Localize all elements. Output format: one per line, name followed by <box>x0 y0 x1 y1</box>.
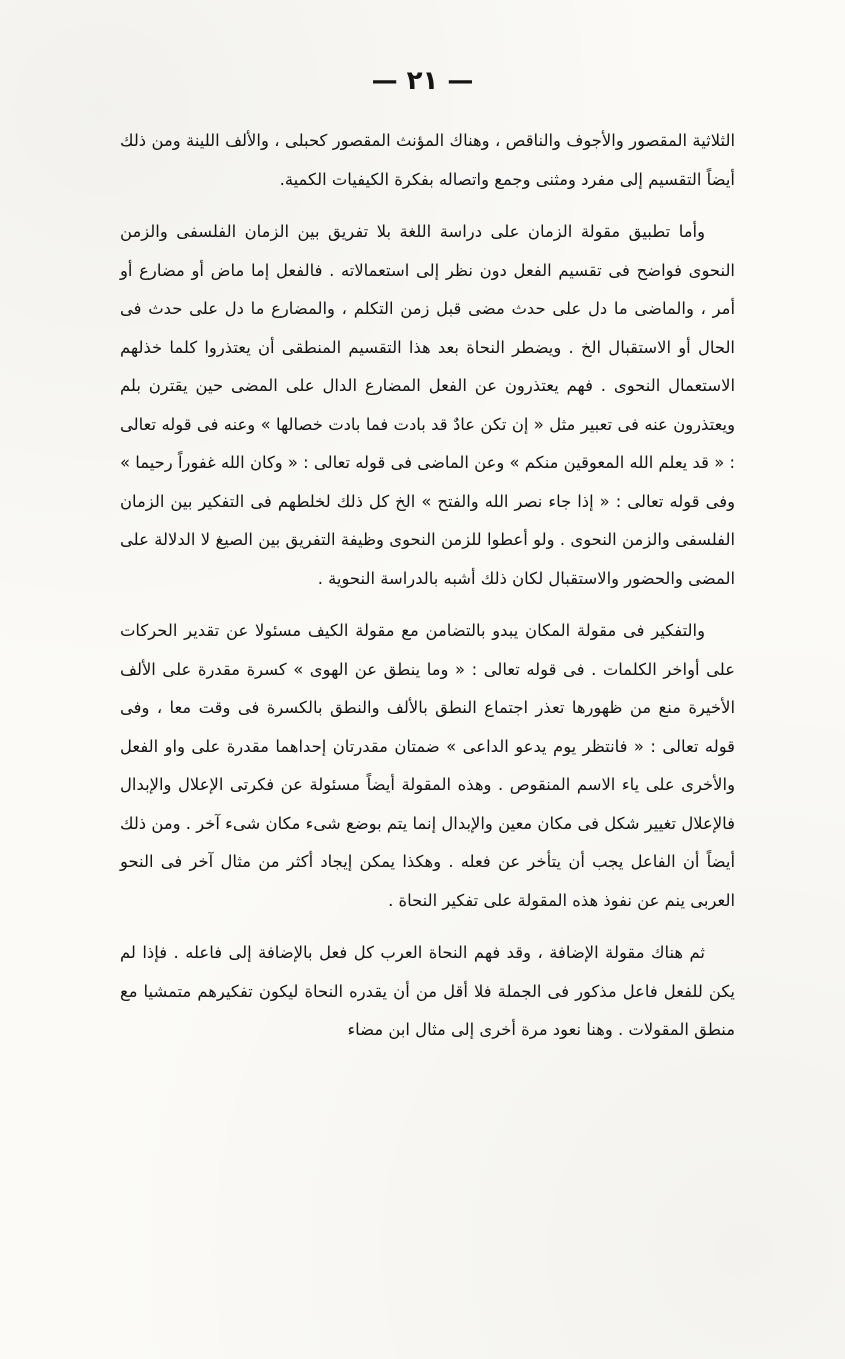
paragraph-3: والتفكير فى مقولة المكان يبدو بالتضامن مع مقولة الكيف مسئولا عن تقدير الحركات على أواخر الكلمات . فى قوله تعالى : « وما ينطق عن الهوى » كسرة مقدرة على الألف الأخيرة منع من ظهورها تعذر اجتماع النطق بالألف والنطق بالكسرة فى وقت معا ، وفى قوله تعالى : « فانتظر يوم يدعو الداعى » ضمتان مقدرتان إحداهما مقدرة على واو الفعل والأخرى على ياء الاسم المنقوص . وهذه المقولة أيضاً مسئولة عن فكرتى الإعلال والإبدال فالإعلال تغيير شكل فى مكان معين والإبدال إنما يتم بوضع شىء مكان شىء آخر . ومن ذلك أيضاً أن الفاعل يجب أن يتأخر عن فعله . وهكذا يمكن إيجاد أكثر من مثال آخر فى النحو العربى ينم عن نفوذ هذه المقولة على تفكير النحاة . <box>120 621 735 910</box>
paragraph-2: وأما تطبيق مقولة الزمان على دراسة اللغة بلا تفريق بين الزمان الفلسفى والزمن النحوى فواضح فى تقسيم الفعل دون نظر إلى استعمالاته . فالفعل إما ماض أو مضارع أو أمر ، والماضى ما دل على حدث مضى قبل زمن التكلم ، والمضارع ما دل على حدث فى الحال أو الاستقبال الخ . ويضطر النحاة بعد هذا التقسيم المنطقى أن يعتذروا كلما خذلهم الاستعمال النحوى . فهم يعتذرون عن الفعل المضارع الدال على المضى حين يقترن بلم ويعتذرون عنه فى تعبير مثل « إن تكن عادٌ قد بادت فما بادت خصالها » وعنه فى قوله تعالى : « قد يعلم الله المعوقين منكم » وعن الماضى فى قوله تعالى : « وكان الله غفوراً رحيما » وفى قوله تعالى : « إذا جاء نصر الله والفتح » الخ كل ذلك لخلطهم فى التفكير بين الزمان الفلسفى والزمن النحوى . ولو أعطوا للزمن النحوى وظيفة التفريق بين الصيغ لا الدلالة على المضى والحضور والاستقبال لكان ذلك أشبه بالدراسة النحوية . <box>120 222 735 588</box>
paragraph-1: الثلاثية المقصور والأجوف والناقص ، وهناك المؤنث المقصور كحبلى ، والألف اللينة ومن ذلك أيضاً التقسيم إلى مفرد ومثنى وجمع واتصاله بفكرة الكيفيات الكمية. <box>120 131 735 189</box>
body-text <box>120 122 735 1050</box>
page-number: — ٢١ — <box>371 66 474 96</box>
paragraph-4: ثم هناك مقولة الإضافة ، وقد فهم النحاة العرب كل فعل بالإضافة إلى فاعله . فإذا لم يكن للفعل فاعل مذكور فى الجملة فلا أقل من أن يقدره النحاة ليكون تفكيرهم متمشيا مع منطق المقولات . وهنا نعود مرة أخرى إلى مثال ابن مضاء <box>120 943 735 1039</box>
